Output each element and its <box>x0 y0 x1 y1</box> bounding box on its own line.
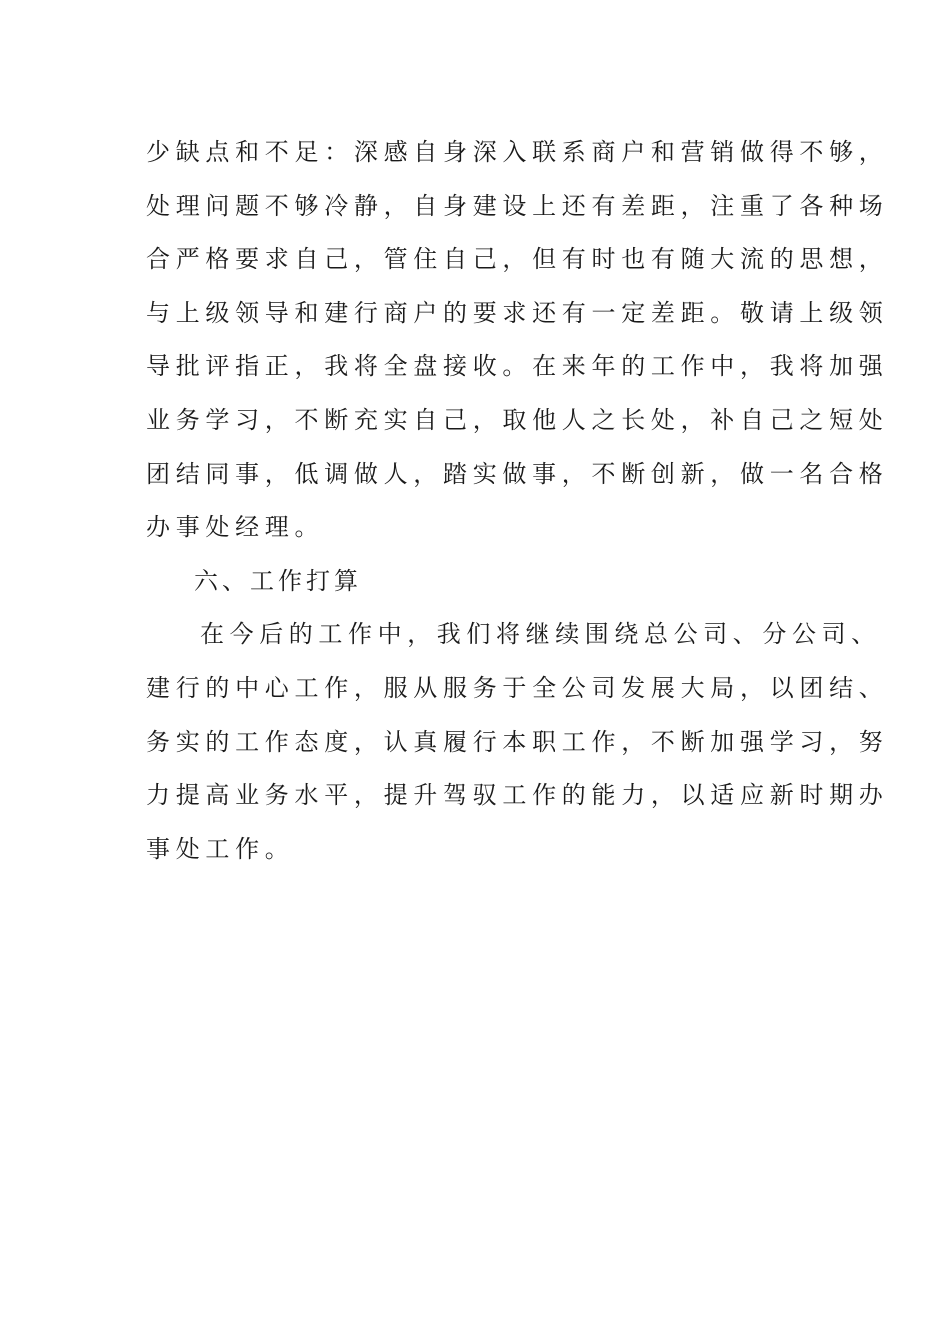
section-heading: 六、工作打算 <box>194 566 362 595</box>
paragraph-1-line-2: 处理问题不够冷静，自身建设上还有差距，注重了各种场 <box>146 191 889 220</box>
paragraph-1-line-4: 与上级领导和建行商户的要求还有一定差距。敬请上级领 <box>146 298 889 327</box>
paragraph-1-line-1: 少缺点和不足：深感自身深入联系商户和营销做得不够， <box>146 138 889 166</box>
paragraph-1-line-8: 办事处经理。 <box>146 513 325 542</box>
paragraph-1-line-3: 合严格要求自己，管住自己，但有时也有随大流的思想， <box>146 245 889 274</box>
paragraph-1-line-5: 导批评指正，我将全盘接收。在来年的工作中，我将加强 <box>146 352 889 381</box>
paragraph-2-line-2: 建行的中心工作，服从服务于全公司发展大局，以团结、 <box>146 673 889 702</box>
paragraph-2-line-5: 事处工作。 <box>146 834 295 863</box>
document-body <box>146 126 889 876</box>
paragraph-2-line-3: 务实的工作态度，认真履行本职工作，不断加强学习，努 <box>146 727 889 756</box>
paragraph-2-line-1: 在今后的工作中，我们将继续围绕总公司、分公司、 <box>200 620 881 649</box>
paragraph-2-line-4: 力提高业务水平，提升驾驭工作的能力，以适应新时期办 <box>146 781 889 810</box>
paragraph-1-line-7: 团结同事，低调做人，踏实做事，不断创新，做一名合格 <box>146 459 889 488</box>
paragraph-1-line-6: 业务学习，不断充实自己，取他人之长处，补自己之短处 <box>146 405 889 434</box>
